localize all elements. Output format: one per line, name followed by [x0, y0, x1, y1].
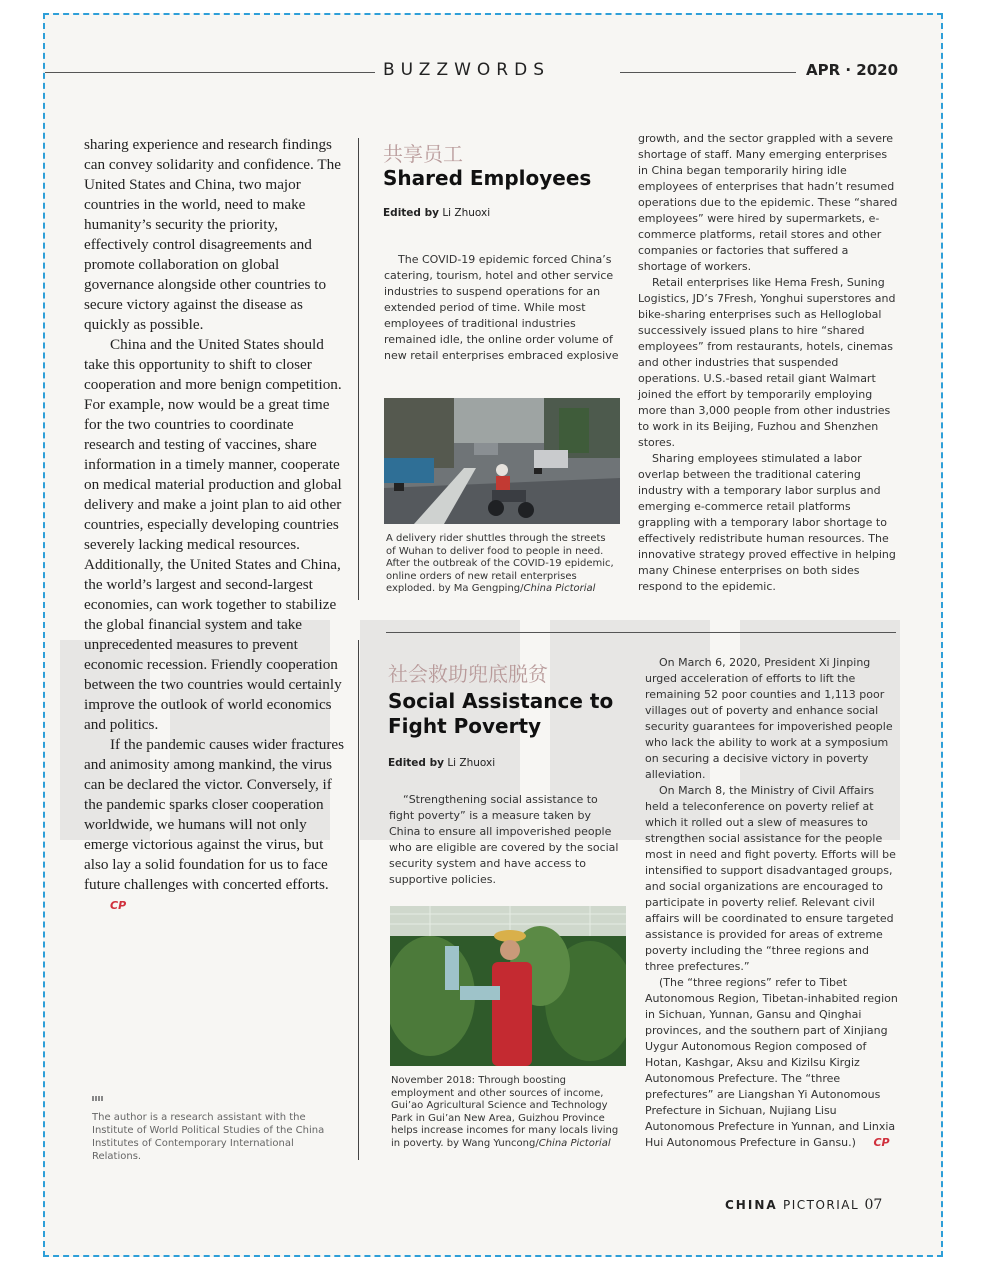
paragraph: The COVID-19 epidemic forced China’s catering, tourism, hotel and other service industries to suspend operations for an extended period of time. While most employees of traditional industries remained idle, the online order volume of new retail enterprises embraced explosive	[384, 253, 619, 362]
footer-brand-secondary: PICTORIAL	[782, 1198, 860, 1212]
byline-label: Edited by	[388, 757, 444, 769]
section-title: BUZZWORDS	[383, 60, 550, 80]
byline-name: Li Zhuoxi	[447, 757, 496, 769]
paragraph: Retail enterprises like Hema Fresh, Suning Logistics, JD’s 7Fresh, Yonghui superstores and bike-sharing enterprises such as Helloglobal successively issued plans to hire “shared employees” from restaurants, hotels, cinemas and other industries that suspended operations. U.S.-based retail giant Walmart joined the effort by temporarily employing more than 3,000 people from other industries to work in its Beijing, Fuzhou and Shenzhen stores.	[638, 276, 896, 449]
photo-credit: by Ma Gengping/	[438, 583, 524, 594]
article1-title: Shared Employees	[383, 166, 592, 190]
column-divider	[358, 640, 359, 1160]
footer-brand: CHINA	[725, 1198, 778, 1212]
article1-chinese-title: 共享员工	[383, 142, 463, 166]
paragraph: growth, and the sector grappled with a severe shortage of staff. Many emerging enterprises in China began temporarily hiring idle employees of enterprises that hadn’t resumed operations due to the epidemic. These “shared employees” were hired by supermarkets, e-commerce platforms, retail stores and other companies or factories that suffered a shortage of workers.	[638, 132, 898, 273]
article-divider	[386, 632, 896, 633]
title-line: Social Assistance to	[388, 689, 614, 713]
photo-credit-publication: China Pictorial	[523, 583, 596, 594]
article2-intro	[389, 792, 625, 888]
article1-photo-caption	[386, 533, 616, 596]
author-bio-divider	[92, 1096, 104, 1101]
photo-credit: by Wang Yuncong/	[446, 1137, 539, 1149]
left-column-text	[84, 135, 346, 916]
paragraph: China and the United States should take this opportunity to shift to closer cooperation and more benign competition. For example, now would be a great time for the two countries to coordinate research and testing of vaccines, share information in a timely manner, cooperate on medical material production and global delivery and make a joint plan to aid other countries, especially developing countries severely lacking medical resources. Additionally, the United States and China, the world’s largest and second-largest economies, can work together to stabilize the global financial system and take unprecedented measures to prevent economic recession. Friendly cooperation between the two countries would certainly improve the outlook of world economics and politics.	[84, 336, 342, 733]
paragraph: sharing experience and research findings can convey solidarity and confidence. The United States and China, two major countries in the world, need to make humanity’s security the priority, effectively control disagreements and promote collaboration on global governance alongside other countries to secure victory against the disease as quickly as possible.	[84, 136, 341, 333]
column-divider	[358, 138, 359, 600]
page-footer	[725, 1197, 882, 1213]
article2-photo-caption	[391, 1075, 627, 1150]
paragraph-text: If the pandemic causes wider fractures and animosity among mankind, the virus can be declared the victor. Conversely, if the pandemic sparks closer cooperation worldwide, we humans will not only emerge victorious against the virus, but also lay a solid foundation for us to face future challenges with concerted efforts.	[84, 736, 345, 893]
photo-credit-publication: China Pictorial	[538, 1137, 611, 1149]
author-bio: The author is a research assistant with the Institute of World Political Studies of the China Institutes of Contemporary International Relations.	[92, 1112, 325, 1162]
article1-intro	[384, 252, 620, 364]
title-line: Fight Poverty	[388, 714, 542, 738]
paragraph: On March 8, the Ministry of Civil Affairs held a teleconference on poverty relief at which it rolled out a slew of measures to strengthen social assistance for the people most in need and fight poverty. Efforts will be intensified to support disadvantaged groups, and social organizations are encouraged to participate in poverty relief. Relevant civil affairs will be coordinated to ensure targeted assistance is provided for areas of extreme poverty including the “three regions and three prefectures.”	[645, 784, 896, 973]
article2-chinese-title: 社会救助兜底脱贫	[388, 662, 548, 686]
article1-continued	[638, 131, 900, 595]
greenhouse-worker-photo	[390, 906, 626, 1066]
caption-text: November 2018: Through boosting employment and other sources of income, Gui’ao Agricultural Science and Technology Park in Gui’an New Area, Guizhou Province helps increase incomes for many locals living in poverty.	[391, 1075, 619, 1149]
page-number: 07	[864, 1197, 883, 1213]
paragraph	[645, 975, 900, 1151]
article2-continued	[645, 655, 900, 1151]
article1-byline	[383, 207, 490, 219]
article2-byline	[388, 757, 495, 769]
delivery-rider-photo	[384, 398, 620, 524]
header-rule-right	[620, 72, 796, 73]
article2-title	[388, 689, 613, 739]
china-pictorial-logo-icon: CP	[110, 899, 127, 912]
byline-label: Edited by	[383, 207, 439, 219]
header-rule-left	[45, 72, 375, 73]
paragraph-text: (The “three regions” refer to Tibet Autonomous Region, Tibetan-inhabited region in Sichuan, Yunnan, Gansu and Qinghai provinces, and the southern part of Xinjiang Uygur Autonomous Region composed of Hotan, Kashgar, Aksu and Kizilsu Kirgiz Autonomous Prefecture. The “three prefectures” are Liangshan Yi Autonomous Prefecture in Sichuan, Nujiang Lisu Autonomous Prefecture in Yunnan, and Linxia Hui Autonomous Prefecture in Gansu.)	[645, 976, 898, 1149]
paragraph	[84, 735, 346, 916]
byline-name: Li Zhuoxi	[442, 207, 491, 219]
paragraph: “Strengthening social assistance to fight poverty” is a measure taken by China to ensure all impoverished people who are eligible are covered by the social security system and have access to supportive policies.	[389, 793, 619, 886]
issue-date: APR · 2020	[806, 61, 899, 79]
china-pictorial-logo-icon: CP	[873, 1136, 890, 1149]
caption-text: A delivery rider shuttles through the streets of Wuhan to deliver food to people in need. After the outbreak of the COVID-19 epidemic, online orders of new retail enterprises exploded.	[386, 533, 614, 594]
paragraph: Sharing employees stimulated a labor overlap between the traditional catering industry with a temporary labor surplus and emerging e-commerce retail platforms grappling with a temporary labor shortage to effectively redistribute human resources. The innovative strategy proved effective in helping many Chinese enterprises on both sides respond to the epidemic.	[638, 452, 896, 593]
paragraph: On March 6, 2020, President Xi Jinping urged acceleration of efforts to lift the remaining 52 poor counties and 1,113 poor villages out of poverty and enhance social security guarantees for impoverished people who lack the ability to work at a symposium on securing a decisive victory in poverty alleviation.	[645, 656, 893, 781]
